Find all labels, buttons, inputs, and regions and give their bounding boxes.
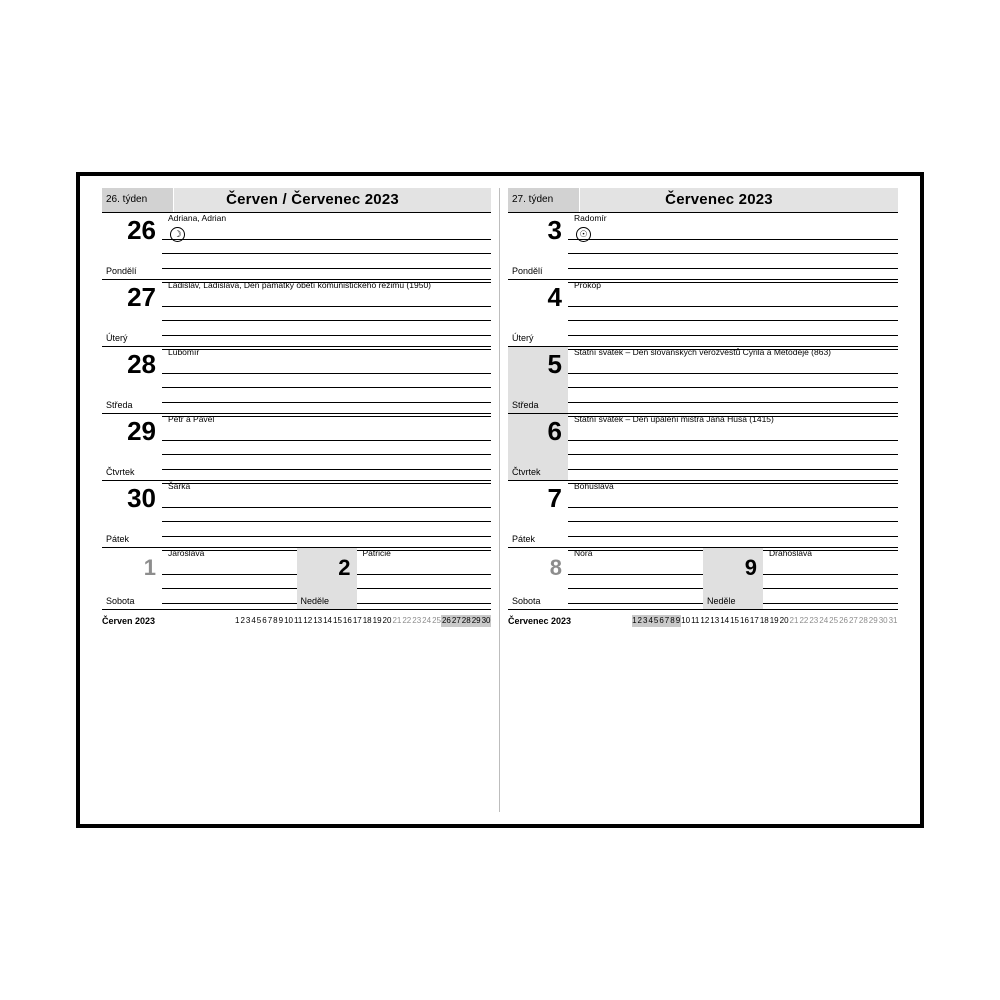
day-number: 1 [143,555,156,580]
left-page-header [102,188,491,213]
writing-line[interactable] [568,455,898,470]
day-content[interactable] [568,280,898,346]
footer-day[interactable]: 13 [313,616,323,625]
footer-day[interactable]: 18 [759,616,769,625]
weekday-name: Pondělí [512,266,543,276]
writing-line[interactable] [568,589,703,604]
weekday-name: Neděle [300,596,330,606]
page-title-left: Červen / Červenec 2023 [226,191,399,208]
writing-line[interactable] [568,508,898,523]
writing-lines[interactable] [568,560,703,609]
footer-day[interactable]: 10 [284,616,293,625]
right-page [500,188,906,812]
right-weekend-row [508,548,898,610]
day-number: 7 [547,483,562,513]
writing-line[interactable] [568,240,898,255]
footer-day[interactable]: 18 [362,616,372,625]
day-number: 6 [547,416,562,446]
writing-line[interactable] [568,388,898,403]
day-content[interactable] [162,414,491,480]
left-month-strip [102,610,491,630]
right-day-list [508,213,898,548]
footer-day[interactable]: 5 [256,616,262,625]
day-number: 28 [127,349,156,379]
day-content[interactable] [568,481,898,547]
writing-lines[interactable] [568,359,898,413]
footer-day[interactable]: 21 [789,616,799,625]
right-month-strip [508,610,898,630]
footer-day[interactable]: 14 [720,616,730,625]
writing-line[interactable] [568,560,703,575]
footer-day[interactable]: 20 [382,616,392,625]
writing-line[interactable] [162,307,491,322]
writing-line[interactable] [162,359,491,374]
weekend-half[interactable] [102,548,297,609]
day-row[interactable] [102,414,491,481]
writing-line[interactable] [162,426,491,441]
footer-day[interactable]: 17 [352,616,362,625]
day-number: 26 [127,215,156,245]
footer-day[interactable]: 22 [402,616,412,625]
writing-line[interactable] [568,321,898,336]
day-content[interactable] [162,280,491,346]
footer-day[interactable]: 25 [432,616,441,625]
writing-line[interactable] [763,589,898,604]
footer-day[interactable]: 31 [888,616,898,625]
writing-line[interactable] [763,575,898,590]
writing-line[interactable] [357,560,492,575]
nameday-text: Státní svátek – Den upálení mistra Jana Husa (1415) [574,414,774,424]
footer-day[interactable]: 19 [769,616,779,625]
day-number-cell [102,213,162,279]
footer-day[interactable]: 10 [681,616,691,625]
writing-line[interactable] [568,575,703,590]
nameday-text: Patricie [362,548,391,558]
day-number-cell [508,548,568,609]
footer-days-left [161,615,491,627]
footer-day[interactable]: 20 [779,616,789,625]
day-number: 4 [547,282,562,312]
footer-day[interactable]: 14 [323,616,332,625]
footer-day[interactable]: 15 [333,616,342,625]
footer-month-left: Červen 2023 [102,616,156,626]
footer-day[interactable]: 24 [819,616,829,625]
writing-lines[interactable] [162,493,491,547]
writing-line[interactable] [162,240,491,255]
day-number-cell [508,280,568,346]
day-row[interactable] [508,280,898,347]
day-content[interactable] [162,347,491,413]
day-number-cell [102,548,162,609]
nameday-text: Jaroslava [168,548,205,558]
footer-day[interactable]: 30 [878,616,888,625]
day-number-cell [703,548,763,609]
writing-lines[interactable] [568,493,898,547]
day-content[interactable] [162,481,491,547]
footer-day[interactable]: 13 [710,616,720,625]
footer-day[interactable]: 23 [809,616,819,625]
footer-day[interactable]: 2 [240,616,245,625]
writing-line[interactable] [568,522,898,537]
day-content[interactable] [568,414,898,480]
nameday-text: Státní svátek – Den slovanských věrozvěstů Cyrila a Metoděje (863) [574,347,832,357]
footer-day[interactable]: 23 [412,616,422,625]
footer-day[interactable]: 12 [303,616,313,625]
writing-line[interactable] [568,426,898,441]
footer-day[interactable]: 1 [234,616,240,625]
footer-day[interactable]: 8 [670,616,675,625]
footer-day[interactable]: 9 [675,616,681,625]
weekday-name: Sobota [512,596,541,606]
writing-line[interactable] [162,374,491,389]
writing-line[interactable] [568,292,898,307]
footer-days-right [577,615,898,627]
day-number-cell [508,414,568,480]
footer-day[interactable]: 6 [262,616,267,625]
writing-lines[interactable] [162,292,491,346]
writing-line[interactable] [162,575,297,590]
nameday-text: Adriana, Adrian [168,213,227,223]
day-row[interactable] [102,481,491,548]
writing-lines[interactable] [162,560,297,609]
footer-day[interactable]: 25 [829,616,839,625]
footer-day[interactable]: 19 [372,616,382,625]
footer-day[interactable]: 27 [451,616,461,625]
footer-day[interactable]: 3 [245,616,251,625]
day-row[interactable] [102,213,491,280]
writing-line[interactable] [162,493,491,508]
nameday-text: Šárka [168,481,191,491]
writing-line[interactable] [568,254,898,269]
day-content[interactable] [357,548,492,609]
day-row[interactable] [102,347,491,414]
day-row[interactable] [102,280,491,347]
nameday-text: Nora [574,548,593,558]
day-number-cell [297,548,357,609]
footer-day[interactable]: 26 [441,616,451,625]
writing-line[interactable] [162,292,491,307]
footer-day[interactable]: 7 [267,616,273,625]
footer-day[interactable]: 4 [648,616,653,625]
nameday-text: Prokop [574,280,601,290]
day-row[interactable] [508,213,898,280]
writing-line[interactable] [162,508,491,523]
left-page [94,188,500,812]
writing-line[interactable] [568,493,898,508]
writing-lines[interactable] [568,426,898,480]
writing-line[interactable] [162,225,491,240]
day-number-cell [508,481,568,547]
footer-day[interactable]: 30 [481,616,491,625]
writing-lines[interactable] [357,560,492,609]
footer-day[interactable]: 7 [664,616,670,625]
footer-day[interactable]: 11 [691,616,700,625]
writing-line[interactable] [568,359,898,374]
day-content[interactable] [763,548,898,609]
footer-day[interactable]: 26 [839,616,848,625]
footer-day[interactable]: 15 [730,616,739,625]
weekday-name: Neděle [707,596,736,606]
footer-day[interactable]: 2 [637,616,642,625]
left-day-list [102,213,491,548]
day-number: 3 [547,215,562,245]
planner-cover [76,172,924,828]
writing-line[interactable] [568,307,898,322]
writing-line[interactable] [357,589,492,604]
writing-lines[interactable] [162,225,491,279]
day-number: 27 [127,282,156,312]
writing-lines[interactable] [568,225,898,279]
footer-day[interactable]: 29 [471,616,481,625]
day-number-cell [508,213,568,279]
footer-day[interactable]: 24 [422,616,432,625]
writing-line[interactable] [568,374,898,389]
nameday-text: Ladislav, Ladislava, Den památky obětí komunistického režimu (1950) [168,280,432,290]
writing-line[interactable] [162,560,297,575]
footer-day[interactable]: 22 [799,616,809,625]
day-number: 8 [549,555,562,580]
day-number: 5 [547,349,562,379]
day-content[interactable] [568,548,703,609]
day-content[interactable] [162,213,491,279]
writing-line[interactable] [162,254,491,269]
weekday-name: Středa [512,400,539,410]
day-row[interactable] [508,347,898,414]
day-number-cell [102,347,162,413]
day-number-cell [102,280,162,346]
writing-lines[interactable] [162,359,491,413]
page-title-right: Červenec 2023 [665,191,773,208]
writing-line[interactable] [162,522,491,537]
footer-day[interactable]: 21 [392,616,402,625]
writing-line[interactable] [162,388,491,403]
footer-day[interactable]: 1 [632,616,637,625]
weekday-name: Úterý [512,333,534,343]
footer-day[interactable]: 16 [740,616,749,625]
moon-phase-icon: ☉ [576,227,591,242]
writing-line[interactable] [568,441,898,456]
moon-phase-icon: ☽ [170,227,185,242]
footer-day[interactable]: 3 [642,616,648,625]
nameday-text: Petr a Pavel [168,414,215,424]
day-number: 2 [338,555,351,580]
writing-line[interactable] [162,455,491,470]
left-weekend-row [102,548,491,610]
footer-day[interactable]: 6 [659,616,664,625]
writing-lines[interactable] [162,426,491,480]
nameday-text: Bohuslava [574,481,614,491]
weekday-name: Sobota [106,596,135,606]
weekend-half[interactable] [703,548,898,609]
day-number: 29 [127,416,156,446]
day-row[interactable] [508,481,898,548]
weekday-name: Čtvrtek [512,467,541,477]
footer-month-right: Červenec 2023 [508,616,572,626]
footer-day[interactable]: 4 [251,616,256,625]
writing-lines[interactable] [763,560,898,609]
footer-day[interactable]: 27 [848,616,858,625]
writing-line[interactable] [162,321,491,336]
day-number: 9 [744,555,757,580]
footer-day[interactable]: 28 [858,616,868,625]
footer-day[interactable]: 16 [342,616,352,625]
writing-lines[interactable] [568,292,898,346]
writing-line[interactable] [162,441,491,456]
nameday-text: Drahoslava [769,548,812,558]
day-number: 30 [127,483,156,513]
nameday-text: Lubomír [168,347,200,357]
weekday-name: Pátek [106,534,130,544]
footer-day[interactable]: 28 [461,616,471,625]
footer-day[interactable]: 9 [278,616,284,625]
footer-day[interactable]: 5 [653,616,659,625]
weekday-name: Čtvrtek [106,467,135,477]
footer-day[interactable]: 11 [293,616,303,625]
day-number-cell [508,347,568,413]
weekday-name: Středa [106,400,133,410]
writing-line[interactable] [763,560,898,575]
footer-day[interactable]: 29 [868,616,878,625]
day-content[interactable] [568,347,898,413]
day-row[interactable] [508,414,898,481]
weekday-name: Pátek [512,534,536,544]
footer-day[interactable]: 12 [700,616,710,625]
writing-line[interactable] [357,575,492,590]
writing-line[interactable] [568,225,898,240]
day-content[interactable] [162,548,297,609]
weekend-half[interactable] [508,548,703,609]
weekend-half[interactable] [297,548,492,609]
writing-line[interactable] [162,589,297,604]
weekday-name: Pondělí [106,266,137,276]
footer-day[interactable]: 8 [273,616,278,625]
day-content[interactable] [568,213,898,279]
right-page-header [508,188,898,213]
day-number-cell [102,414,162,480]
week-number-left: 26. týden [102,188,174,212]
day-number-cell [102,481,162,547]
footer-day[interactable]: 17 [749,616,759,625]
nameday-text: Radomír [574,213,607,223]
week-number-right: 27. týden [508,188,580,212]
weekday-name: Úterý [106,333,128,343]
spread-pages [94,188,906,812]
